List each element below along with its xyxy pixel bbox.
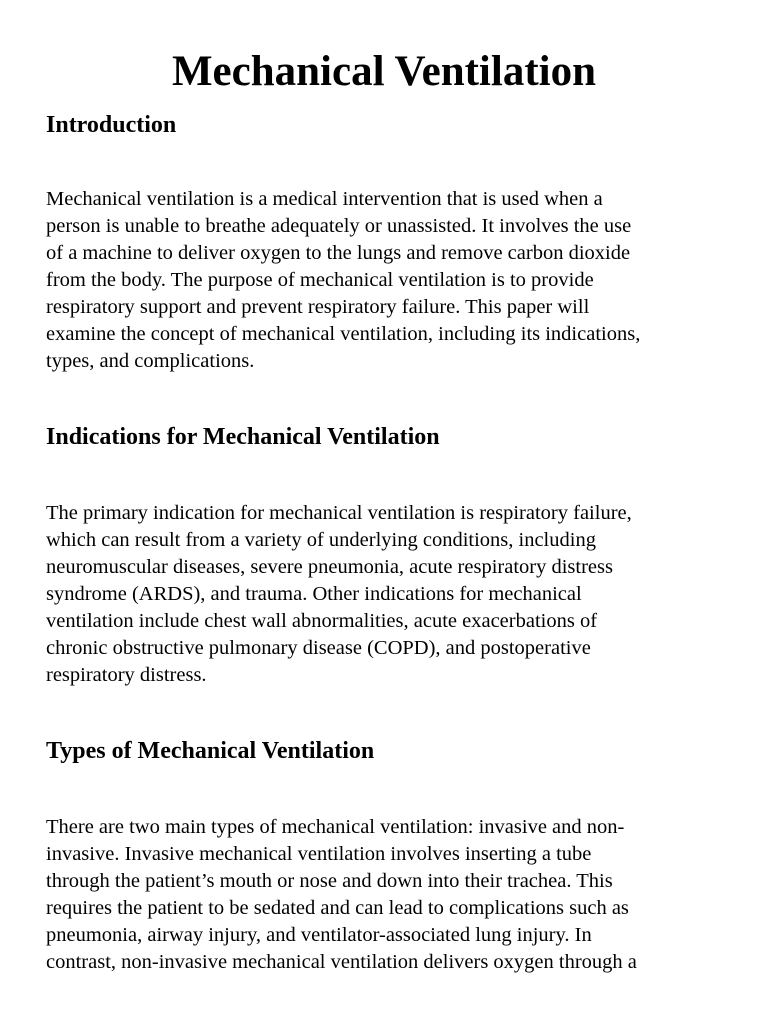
- paragraph-line: respiratory distress.: [46, 664, 207, 686]
- paragraph-line: invasive. Invasive mechanical ventilation involves inserting a tube: [46, 843, 592, 865]
- paragraph-line: Mechanical ventilation is a medical intervention that is used when a: [46, 188, 603, 210]
- paragraph-line: examine the concept of mechanical ventilation, including its indications,: [46, 323, 641, 345]
- paragraph-line: There are two main types of mechanical ventilation: invasive and non-: [46, 816, 625, 838]
- paragraph-line: through the patient’s mouth or nose and down into their trachea. This: [46, 870, 613, 892]
- paragraph-line: types, and complications.: [46, 350, 255, 372]
- paragraph-line: respiratory support and prevent respiratory failure. This paper will: [46, 296, 590, 318]
- paragraph-line: neuromuscular diseases, severe pneumonia, acute respiratory distress: [46, 556, 613, 578]
- paragraph-line: syndrome (ARDS), and trauma. Other indications for mechanical: [46, 583, 582, 605]
- paragraph-line: ventilation include chest wall abnormalities, acute exacerbations of: [46, 610, 598, 632]
- section-heading-introduction: Introduction: [46, 112, 177, 138]
- section-paragraph-introduction: [46, 186, 640, 375]
- section-heading-types: Types of Mechanical Ventilation: [46, 738, 375, 764]
- section-paragraph-indications: [46, 500, 632, 689]
- paragraph-line: chronic obstructive pulmonary disease (COPD), and postoperative: [46, 637, 591, 659]
- paragraph-line: person is unable to breathe adequately or unassisted. It involves the use: [46, 215, 632, 237]
- paragraph-line: which can result from a variety of underlying conditions, including: [46, 529, 596, 551]
- paragraph-line: of a machine to deliver oxygen to the lungs and remove carbon dioxide: [46, 242, 631, 264]
- document-title: Mechanical Ventilation: [171, 48, 597, 95]
- paragraph-line: requires the patient to be sedated and can lead to complications such as: [46, 897, 629, 919]
- section-paragraph-types: [46, 814, 637, 976]
- section-heading-indications: Indications for Mechanical Ventilation: [46, 424, 440, 450]
- paragraph-line: The primary indication for mechanical ventilation is respiratory failure,: [46, 502, 632, 524]
- paragraph-line: pneumonia, airway injury, and ventilator-associated lung injury. In: [46, 924, 592, 946]
- paragraph-line: from the body. The purpose of mechanical ventilation is to provide: [46, 269, 594, 291]
- paragraph-line: contrast, non-invasive mechanical ventilation delivers oxygen through a: [46, 951, 637, 973]
